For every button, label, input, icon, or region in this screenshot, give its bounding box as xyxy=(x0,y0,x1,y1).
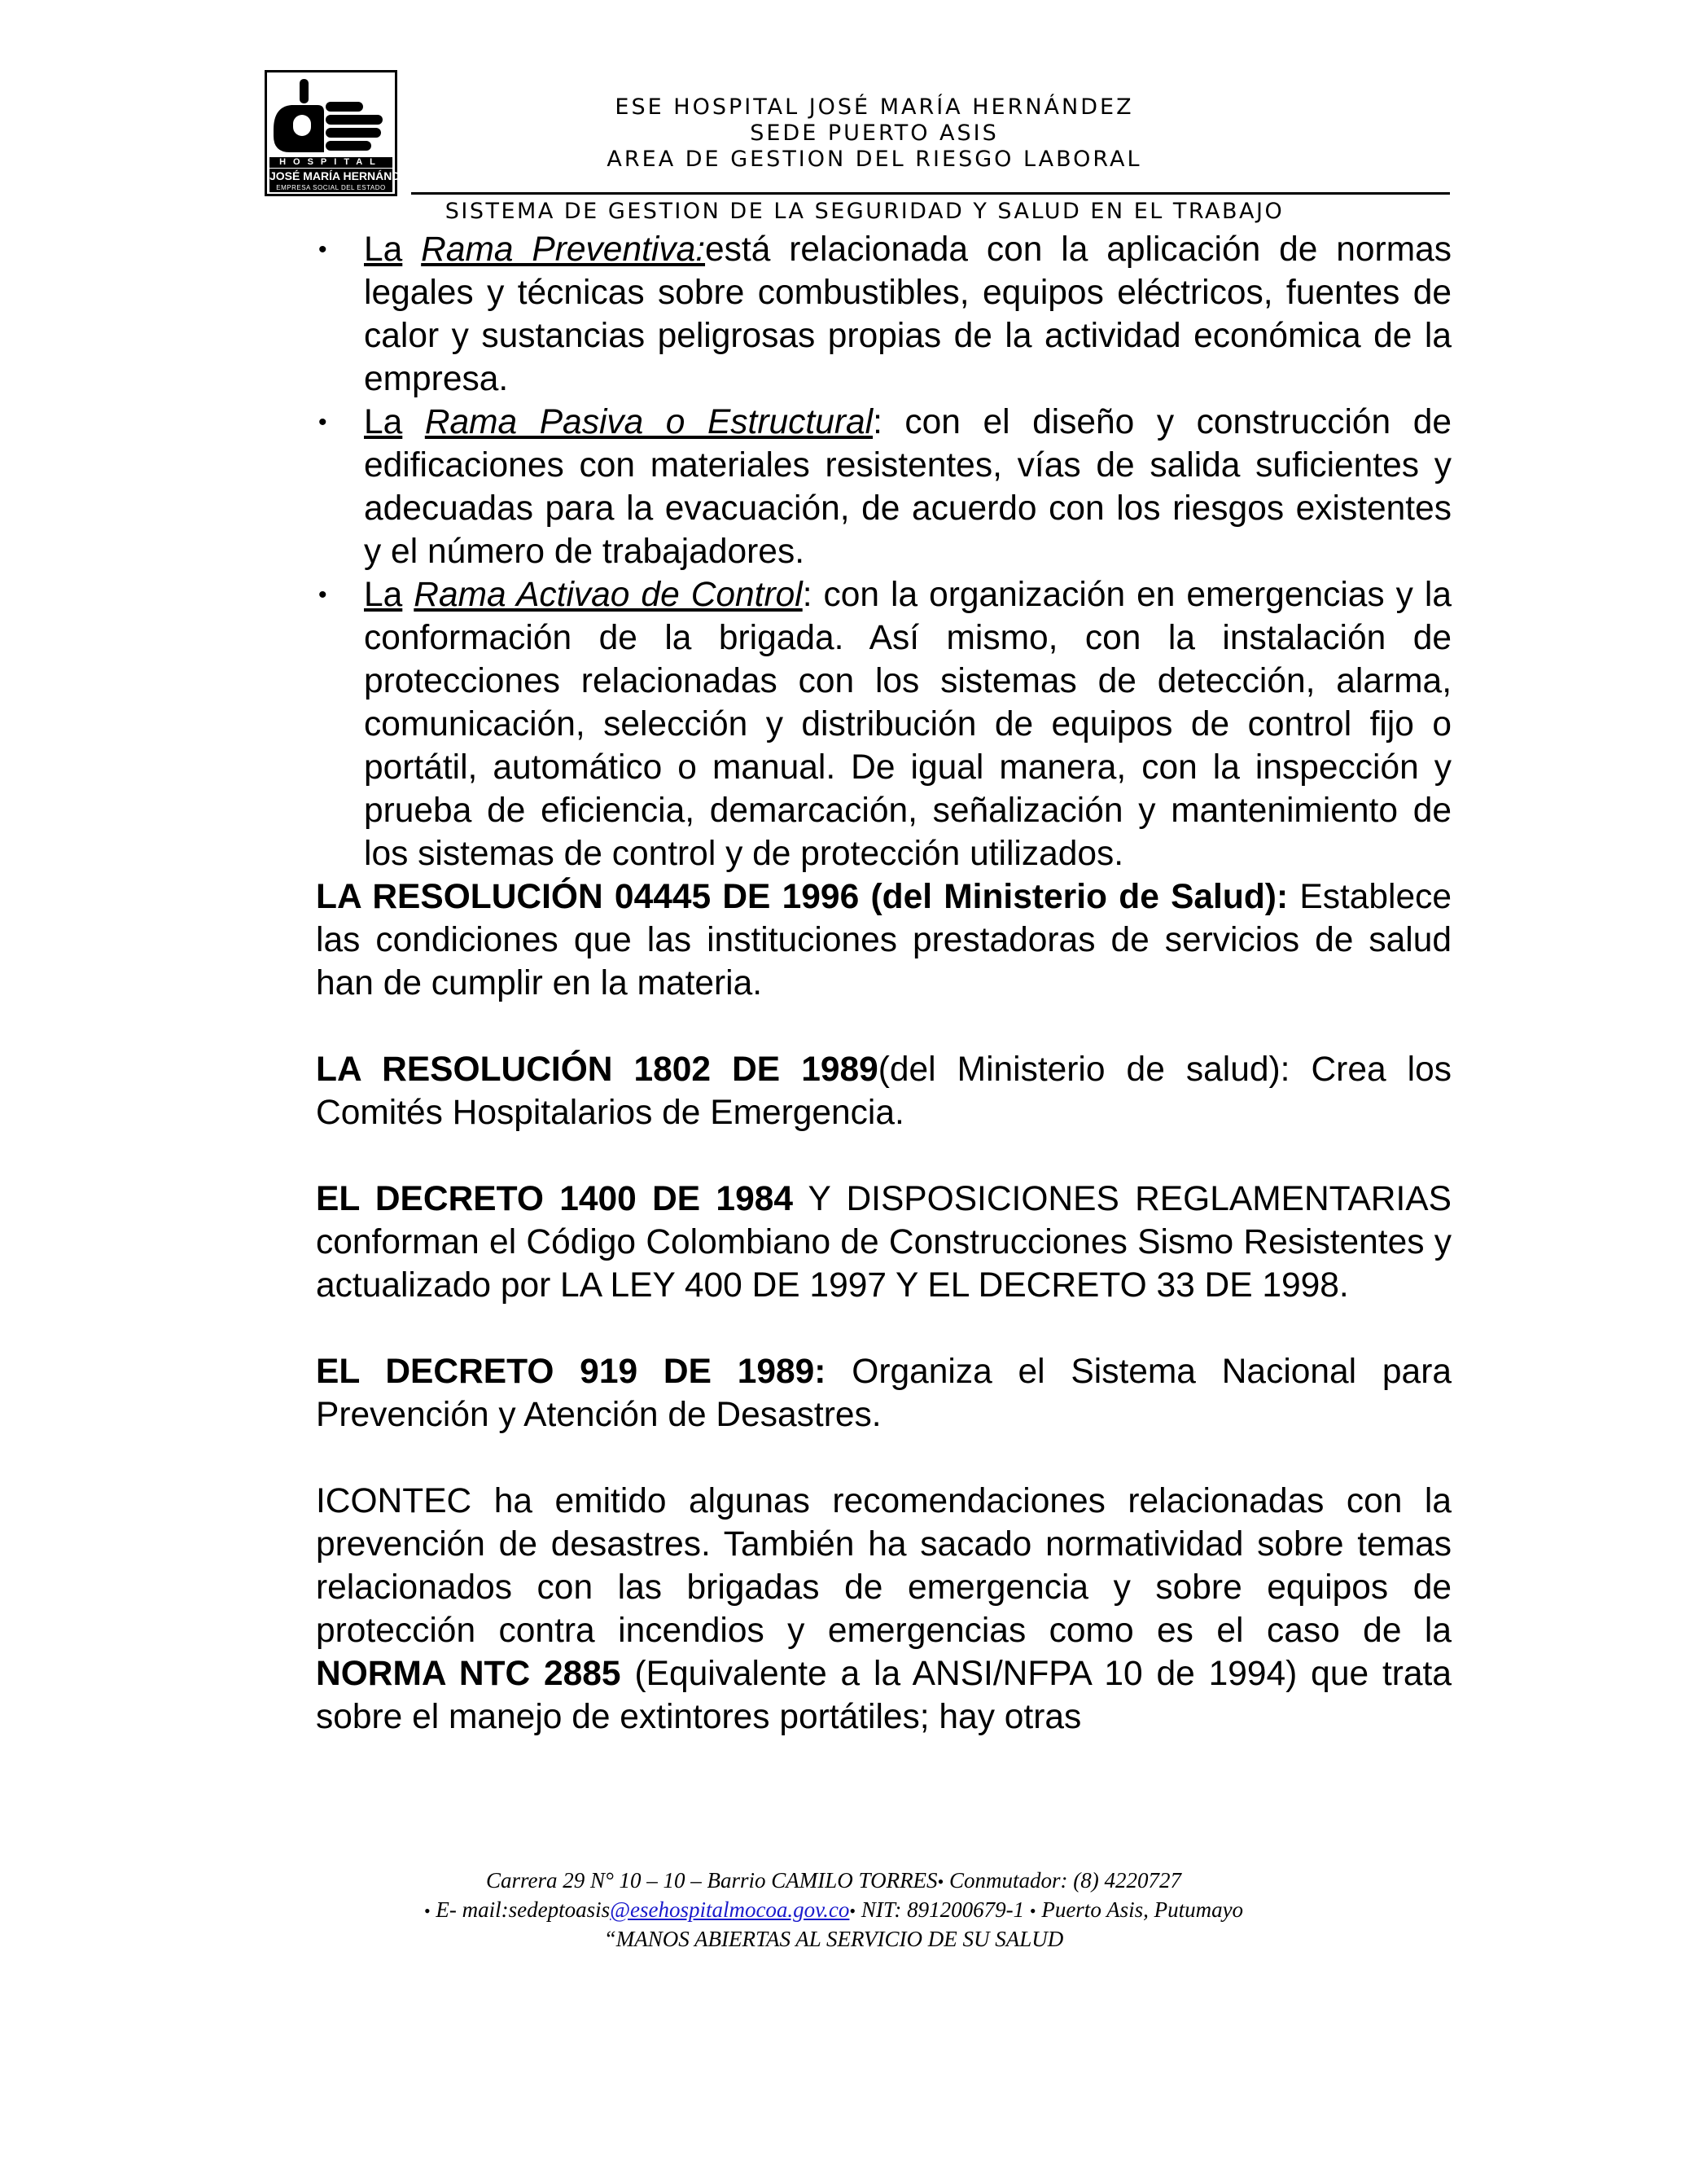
footer-address: Carrera 29 N° 10 – 10 – Barrio CAMILO TORRES xyxy=(485,1868,938,1893)
footer-address-line xyxy=(0,1866,1667,1896)
paragraph-heading: EL DECRETO 1400 DE 1984 xyxy=(316,1180,793,1218)
header-divider xyxy=(411,192,1450,195)
paragraph-resolucion-1802 xyxy=(316,1048,1452,1134)
footer-location: Puerto Asis, Putumayo xyxy=(1041,1897,1244,1922)
paragraph-text: Establece las condiciones que las instituciones prestadoras de servicios de salud han de cumplir en la materia. xyxy=(316,878,1452,1002)
paragraph-heading: LA RESOLUCIÓN 1802 DE 1989 xyxy=(316,1050,878,1089)
paragraph-text: Y DISPOSICIONES REGLAMENTARIAS conforman el Código Colombiano de Construcciones Sismo Resistentes y actualizado por LA LEY 400 DE 1997 Y EL DECRETO 33 DE 1998. xyxy=(316,1180,1452,1305)
paragraph-text-after: (Equivalente a la ANSI/NFPA 10 de 1994) que trata sobre el manejo de extintores portátiles; hay otras xyxy=(316,1655,1452,1736)
footer-nit: NIT: 891200679-1 xyxy=(861,1897,1025,1922)
footer-email-label: E- mail:sedeptoasis xyxy=(436,1897,611,1922)
separator-icon: • xyxy=(423,1901,431,1921)
footer-phone: Conmutador: (8) 4220727 xyxy=(949,1868,1182,1893)
paragraph-decreto-1400 xyxy=(316,1178,1452,1307)
item-text: : con el diseño y construcción de edificaciones con materiales resistentes, vías de salida suficientes y adecuadas para la evacuación, de acuerdo con los riesgos existentes y el número de trabajadores. xyxy=(364,403,1452,571)
item-prefix: La xyxy=(364,576,403,614)
header-area: AREA DE GESTION DEL RIESGO LABORAL xyxy=(607,147,1142,172)
bullet-icon: • xyxy=(318,236,327,263)
separator-icon: • xyxy=(937,1871,944,1892)
separator-icon: • xyxy=(849,1901,856,1921)
item-term: Rama Pasiva o Estructural xyxy=(424,403,874,441)
footer-email-link[interactable]: @esehospitalmocoa.gov.co xyxy=(610,1897,850,1922)
paragraph-resolucion-04445 xyxy=(316,875,1452,1005)
item-prefix: La xyxy=(364,403,403,441)
paragraph-text: ICONTEC ha emitido algunas recomendaciones relacionadas con la prevención de desastres. También ha sacado normatividad sobre temas relacionados con las brigadas de emergencia y sobre equipos de protección contra incendios y emergencias como es el caso de la xyxy=(316,1482,1452,1650)
footer-contact-line xyxy=(0,1896,1667,1925)
paragraph-norma: NORMA NTC 2885 xyxy=(316,1655,621,1693)
list-item xyxy=(316,401,1452,573)
header-title: ESE HOSPITAL JOSÉ MARÍA HERNÁNDEZ xyxy=(615,94,1134,120)
bullet-icon: • xyxy=(318,409,327,436)
paragraph-text: Organiza el Sistema Nacional para Prevención y Atención de Desastres. xyxy=(316,1353,1452,1434)
item-term: Rama Preventiva: xyxy=(421,230,706,269)
paragraph-heading: LA RESOLUCIÓN 04445 DE 1996 (del Ministerio de Salud): xyxy=(316,878,1289,916)
paragraph-decreto-919 xyxy=(316,1350,1452,1436)
paragraph-icontec xyxy=(316,1480,1452,1739)
page-footer xyxy=(0,1866,1667,1953)
bullet-icon: • xyxy=(318,581,327,608)
logo-word: HOSPITAL xyxy=(269,157,392,168)
bullet-list xyxy=(316,228,1452,875)
logo-subtitle: EMPRESA SOCIAL DEL ESTADO xyxy=(269,183,392,192)
list-item xyxy=(316,228,1452,401)
list-item xyxy=(316,573,1452,875)
item-text: : con la organización en emergencias y la conformación de la brigada. Así mismo, con la instalación de protecciones relacionadas con los sistemas de detección, alarma, comunicación, selección y distribución de equipos de control fijo o portátil, automático o manual. De igual manera, con la inspección y prueba de eficiencia, demarcación, señalización y mantenimiento de los sistemas de control y de protección utilizados. xyxy=(364,576,1452,873)
header-system: SISTEMA DE GESTION DE LA SEGURIDAD Y SALUD EN EL TRABAJO xyxy=(445,199,1285,224)
header-subtitle: SEDE PUERTO ASIS xyxy=(750,121,999,146)
logo-name: JOSÉ MARÍA HERNÁNDEZ xyxy=(269,169,415,182)
separator-icon: • xyxy=(1029,1901,1036,1921)
item-text: está relacionada con la aplicación de normas legales y técnicas sobre combustibles, equipos eléctricos, fuentes de calor y sustancias peligrosas propias de la actividad económica de la empresa. xyxy=(364,230,1452,398)
item-term: Rama Activao de Control xyxy=(414,576,803,614)
paragraph-heading: EL DECRETO 919 DE 1989: xyxy=(316,1353,826,1391)
footer-slogan: “MANOS ABIERTAS AL SERVICIO DE SU SALUD xyxy=(603,1927,1064,1951)
document-body xyxy=(316,228,1452,1739)
paragraph-text: (del Ministerio de salud): Crea los Comités Hospitalarios de Emergencia. xyxy=(316,1050,1452,1132)
item-prefix: La xyxy=(364,230,403,269)
